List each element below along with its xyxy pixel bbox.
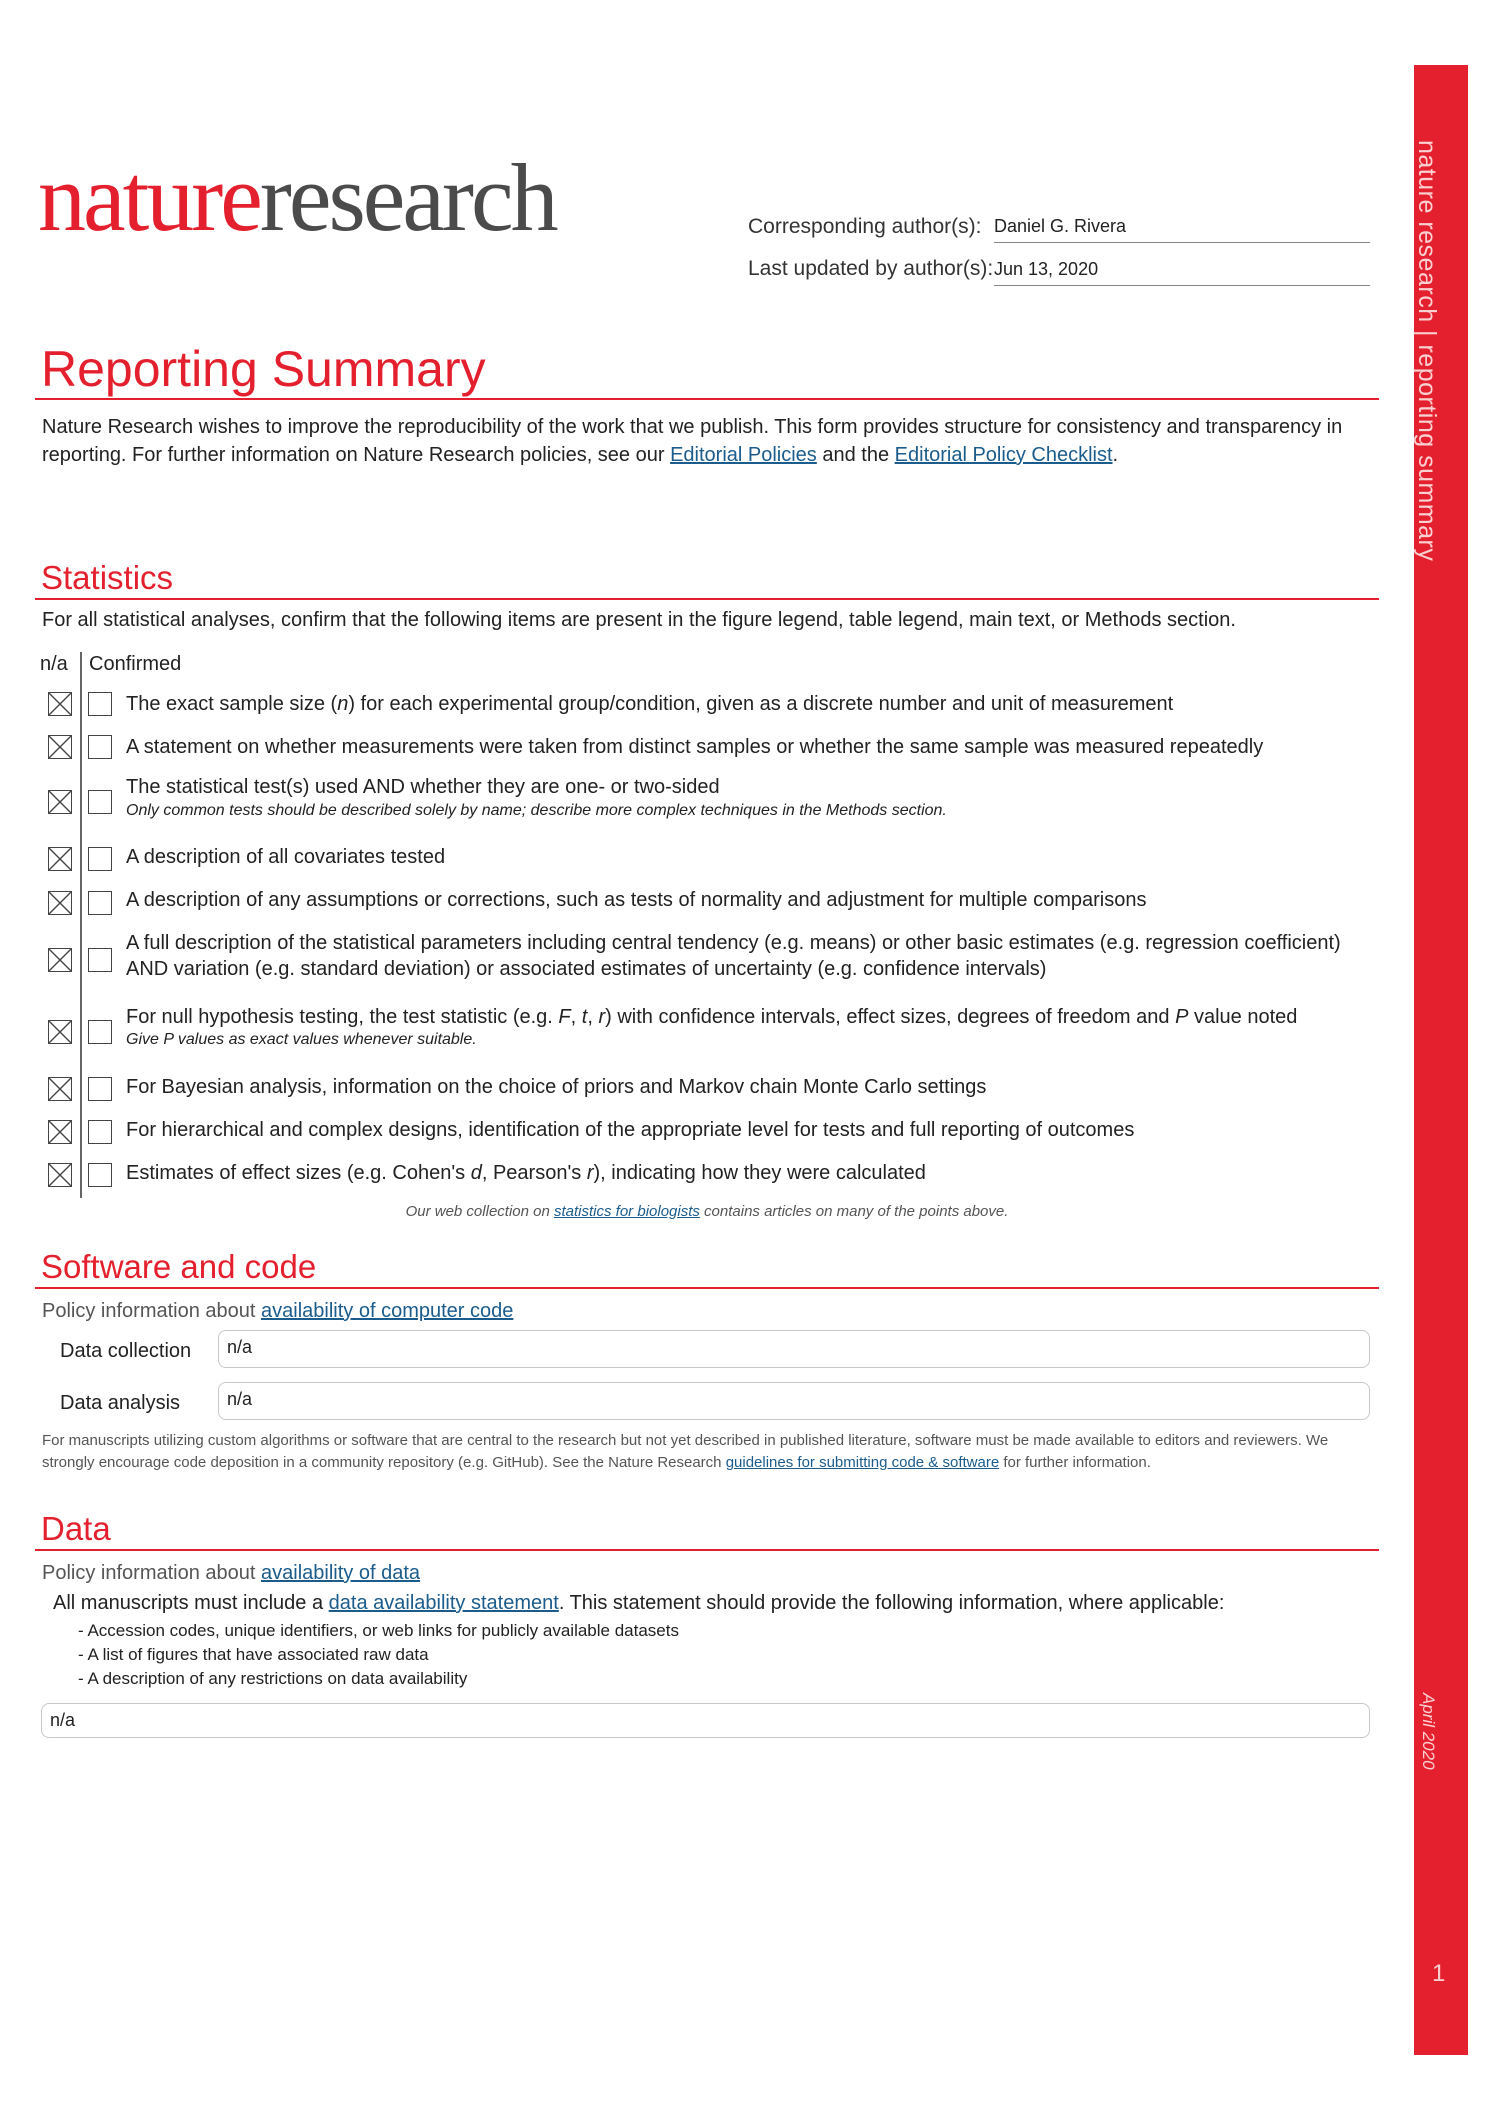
software-title: Software and code: [41, 1248, 317, 1285]
checklist-item-text: Estimates of effect sizes (e.g. Cohen's d, Pearson's r), indicating how they were calculated: [126, 1162, 926, 1184]
guidelines-for-submitting-code-link[interactable]: guidelines for submitting code & software: [725, 1454, 1000, 1471]
editorial-policies-link[interactable]: Editorial Policies: [670, 444, 817, 466]
confirmed-checkbox[interactable]: [88, 891, 112, 915]
statistics-divider: [35, 598, 1379, 600]
na-checkbox-checked[interactable]: [48, 1163, 72, 1187]
page-title: Reporting Summary: [41, 341, 486, 397]
title-divider: [35, 398, 1379, 400]
na-checkbox-checked[interactable]: [48, 790, 72, 814]
sidebar-date: April 2020: [1419, 1693, 1438, 1770]
confirmed-checkbox[interactable]: [88, 790, 112, 814]
na-checkbox-checked[interactable]: [48, 735, 72, 759]
editorial-policy-checklist-link[interactable]: Editorial Policy Checklist: [894, 444, 1113, 466]
na-checkbox-checked[interactable]: [48, 891, 72, 915]
na-checkbox-checked[interactable]: [48, 1120, 72, 1144]
na-checkbox-checked[interactable]: [48, 948, 72, 972]
data-analysis-field[interactable]: n/a: [218, 1382, 1370, 1420]
confirmed-checkbox[interactable]: [88, 1120, 112, 1144]
column-divider: [80, 652, 82, 1198]
intro-paragraph: Nature Research wishes to improve the reproducibility of the work that we publish. This form provides structure for consistency and transparency in reporting. For further information on Nature Research policies, see our Editorial Policies and the Editorial Policy Checklist.: [42, 416, 1343, 466]
na-checkbox-checked[interactable]: [48, 847, 72, 871]
statistics-for-biologists-link[interactable]: statistics for biologists: [554, 1203, 700, 1220]
data-bullet: - Accession codes, unique identifiers, or web links for publicly available datasets: [78, 1621, 679, 1640]
data-collection-label: Data collection: [60, 1340, 192, 1362]
na-checkbox-checked[interactable]: [48, 1020, 72, 1044]
checklist-item-note: Give P values as exact values whenever suitable.: [126, 1031, 477, 1048]
checklist-item-text-line1: A full description of the statistical parameters including central tendency (e.g. means) or other basic estimates (e.g. regression coefficient): [126, 932, 1341, 954]
availability-of-data-link[interactable]: availability of data: [261, 1562, 420, 1584]
checklist-item-text: For null hypothesis testing, the test statistic (e.g. F, t, r) with confidence intervals, effect sizes, degrees of freedom and P value noted: [126, 1006, 1298, 1028]
checklist-item-text: For Bayesian analysis, information on the choice of priors and Markov chain Monte Carlo settings: [126, 1076, 987, 1098]
checklist-item-text: A statement on whether measurements were taken from distinct samples or whether the same sample was measured repeatedly: [126, 736, 1264, 758]
statistics-footer: Our web collection on statistics for biologists contains articles on many of the points above.: [405, 1203, 1009, 1220]
corresponding-author-field[interactable]: Daniel G. Rivera: [994, 216, 1370, 243]
confirmed-checkbox[interactable]: [88, 1020, 112, 1044]
data-bullet: - A description of any restrictions on data availability: [78, 1669, 468, 1688]
confirmed-checkbox[interactable]: [88, 847, 112, 871]
na-checkbox-checked[interactable]: [48, 1077, 72, 1101]
data-title: Data: [41, 1510, 111, 1547]
data-statement: All manuscripts must include a data availability statement. This statement should provide the following information, where applicable:: [53, 1592, 1225, 1614]
statistics-intro: For all statistical analyses, confirm that the following items are present in the figure legend, table legend, main text, or Methods section.: [42, 609, 1236, 631]
confirmed-checkbox[interactable]: [88, 948, 112, 972]
software-note: For manuscripts utilizing custom algorithms or software that are central to the research but not yet described in published literature, software must be made available to editors and reviewers. We strongly encourage code deposition in a community repository (e.g. GitHub). See the Nature Research guidelines for submitting code & software for further information.: [42, 1432, 1329, 1471]
data-divider: [35, 1549, 1379, 1551]
confirmed-checkbox[interactable]: [88, 1163, 112, 1187]
data-availability-field[interactable]: n/a: [41, 1703, 1370, 1738]
sidebar-title: nature research | reporting summary: [1413, 140, 1441, 562]
confirmed-checkbox[interactable]: [88, 1077, 112, 1101]
availability-of-computer-code-link[interactable]: availability of computer code: [261, 1300, 514, 1322]
data-availability-statement-link[interactable]: data availability statement: [328, 1592, 559, 1614]
page-number: 1: [1432, 1960, 1446, 1987]
column-confirmed-header: Confirmed: [89, 653, 182, 675]
checklist-item-text: A description of any assumptions or corrections, such as tests of normality and adjustment for multiple comparisons: [126, 889, 1147, 911]
column-na-header: n/a: [40, 653, 68, 675]
data-bullet: - A list of figures that have associated raw data: [78, 1645, 429, 1664]
na-checkbox-checked[interactable]: [48, 692, 72, 716]
checklist-item-text: The statistical test(s) used AND whether they are one- or two-sided: [126, 776, 720, 798]
checklist-item-text: A description of all covariates tested: [126, 846, 446, 868]
corresponding-author-label: Corresponding author(s):: [748, 215, 982, 238]
last-updated-label: Last updated by author(s):: [748, 257, 994, 280]
checklist-item-text: The exact sample size (n) for each experimental group/condition, given as a discrete number and unit of measurement: [126, 693, 1174, 715]
nature-research-logo: natureresearch: [38, 144, 556, 251]
confirmed-checkbox[interactable]: [88, 735, 112, 759]
data-collection-field[interactable]: n/a: [218, 1330, 1370, 1368]
statistics-title: Statistics: [41, 559, 174, 596]
software-policy: Policy information about availability of computer code: [42, 1300, 514, 1322]
data-policy: Policy information about availability of data: [42, 1562, 420, 1584]
checklist-item-text: For hierarchical and complex designs, identification of the appropriate level for tests and full reporting of outcomes: [126, 1119, 1135, 1141]
software-divider: [35, 1287, 1379, 1289]
checklist-item-note: Only common tests should be described solely by name; describe more complex techniques in the Methods section.: [126, 802, 947, 819]
last-updated-field[interactable]: Jun 13, 2020: [994, 259, 1370, 286]
data-analysis-label: Data analysis: [60, 1392, 181, 1414]
checklist-item-text-line2: AND variation (e.g. standard deviation) or associated estimates of uncertainty (e.g. confidence intervals): [126, 958, 1047, 980]
confirmed-checkbox[interactable]: [88, 692, 112, 716]
